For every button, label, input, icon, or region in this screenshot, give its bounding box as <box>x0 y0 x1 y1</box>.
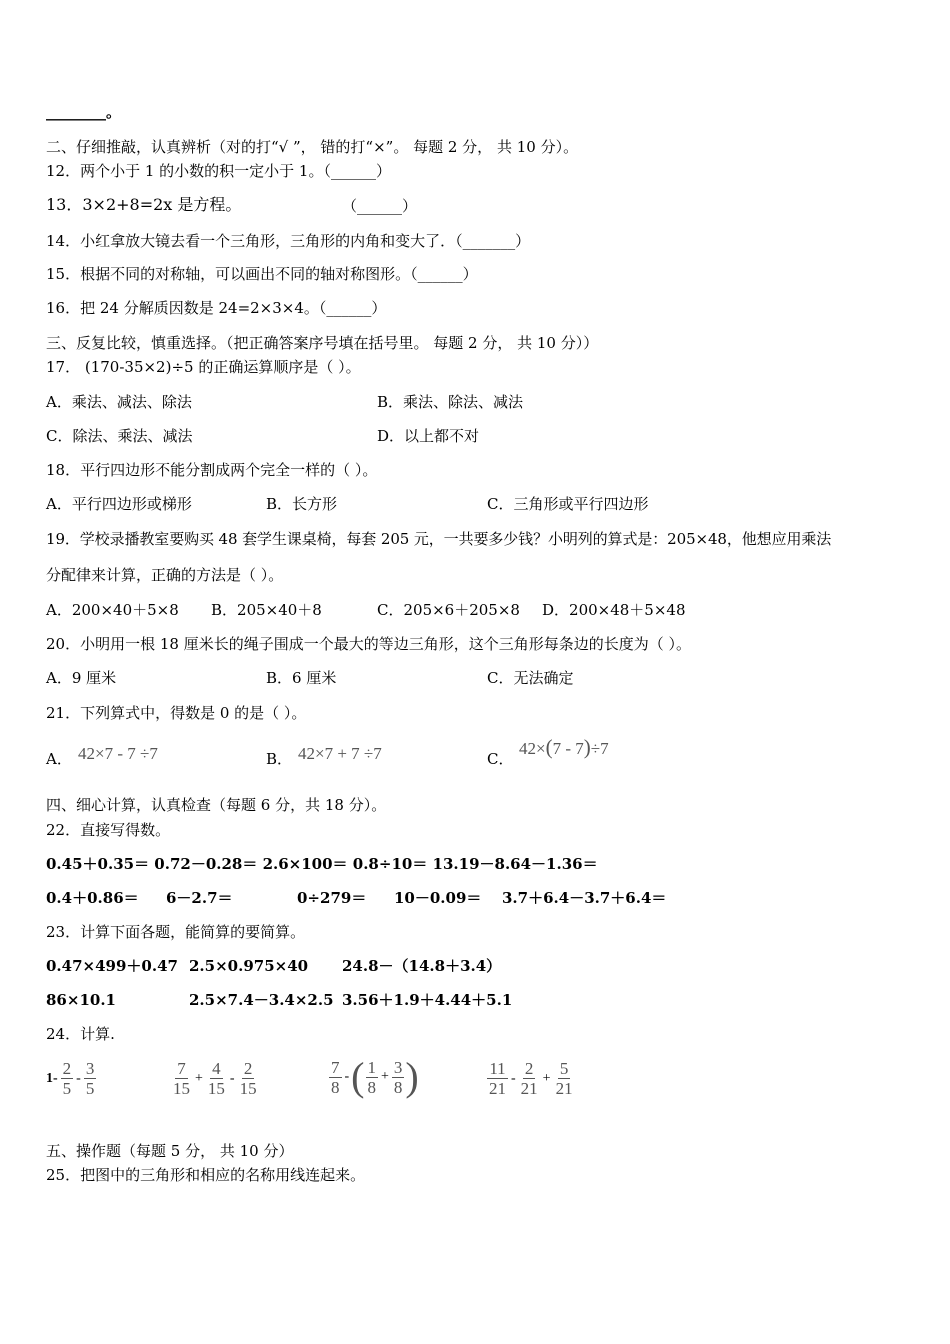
question-22-row-2-item-5: 3.7＋6.4－3.7＋6.4＝ <box>502 889 667 907</box>
question-22-row-2-item-3: 0÷279＝ <box>297 889 367 907</box>
fraction: $\frac{4}{15}$ <box>207 1059 225 1098</box>
fraction-expr-1: 1- $\frac{2}{5}$ - $\frac{3}{5}$ <box>46 1059 95 1098</box>
fraction: $\frac{7}{8}$ <box>331 1057 340 1097</box>
fraction: $\frac{5}{21}$ <box>555 1059 573 1098</box>
answer-blank-line: ________。 <box>46 103 122 121</box>
question-20-option-b: B．6 厘米 <box>266 669 337 687</box>
question-16: 16．把 24 分解质因数是 24=2×3×4。（______） <box>46 299 387 317</box>
question-19-option-a: A．200×40＋5×8 <box>46 601 179 619</box>
question-24: 24．计算. <box>46 1025 115 1043</box>
fraction: $\frac{2}{5}$ <box>62 1059 72 1098</box>
question-18-option-c: C．三角形或平行四边形 <box>487 495 649 513</box>
question-21-option-c-label: C． <box>487 750 514 768</box>
question-18-option-a: A．平行四边形或梯形 <box>46 495 192 513</box>
question-12: 12．两个小于 1 的小数的积一定小于 1。（______） <box>46 162 391 180</box>
question-23: 23．计算下面各题，能简算的要简算。 <box>46 923 306 941</box>
question-17: 17． (170-35×2)÷5 的正确运算顺序是（ ）。 <box>46 358 361 376</box>
section-3-header: 三、反复比较，慎重选择。（把正确答案序号填在括号里。 每题 2 分， 共 10 分）） <box>46 334 599 352</box>
question-23-row-1-item-3: 24.8－（14.8＋3.4） <box>342 957 502 975</box>
section-2-header: 二、仔细推敲，认真辨析（对的打“√ ”， 错的打“×”。 每题 2 分， 共 10 分）。 <box>46 138 579 156</box>
fraction: $\frac{2}{21}$ <box>520 1059 538 1098</box>
question-19-option-c: C．205×6＋205×8 <box>377 601 520 619</box>
question-17-option-a: A．乘法、减法、除法 <box>46 393 192 411</box>
question-20-option-c: C．无法确定 <box>487 669 574 687</box>
question-23-row-2-item-2: 2.5×7.4－3.4×2.5 <box>189 991 334 1009</box>
question-17-option-c: C．除法、乘法、减法 <box>46 427 193 445</box>
question-17-option-b: B．乘法、除法、减法 <box>377 393 524 411</box>
question-17-option-d: D．以上都不对 <box>377 427 480 445</box>
question-20: 20．小明用一根 18 厘米长的绳子围成一个最大的等边三角形，这个三角形每条边的长度为（ ）。 <box>46 635 691 653</box>
question-19-option-b: B．205×40＋8 <box>211 601 322 619</box>
question-22-row-2-item-4: 10－0.09＝ <box>394 889 482 907</box>
fraction-expr-2: $\frac{7}{15}$ + $\frac{4}{15}$ - $\frac{2}{15}$ <box>173 1059 257 1098</box>
question-21-option-c-expr: 42×(7 - 7)÷7 <box>519 735 609 759</box>
question-21-option-b-expr: 42×7 + 7 ÷7 <box>298 744 382 763</box>
question-23-row-2-item-1: 86×10.1 <box>46 991 116 1009</box>
question-23-row-2-item-3: 3.56＋1.9＋4.44＋5.1 <box>342 991 513 1009</box>
fraction: $\frac{2}{15}$ <box>239 1059 257 1098</box>
question-13-blank: （______） <box>342 197 418 215</box>
question-22-row-2-item-1: 0.4＋0.86＝ <box>46 889 139 907</box>
question-21-option-a-expr: 42×7 - 7 ÷7 <box>78 744 158 763</box>
question-13: 13．3×2+8=2x 是方程。 <box>46 195 242 214</box>
fraction: $\frac{11}{21}$ <box>489 1059 506 1098</box>
question-22-row-2-item-2: 6－2.7＝ <box>166 889 233 907</box>
question-21-option-a-label: A． <box>46 750 72 768</box>
fraction-expr-3: $\frac{7}{8}$ - ( $\frac{1}{8}$ + $\frac{3}{8}$ ) <box>331 1054 419 1099</box>
fraction: $\frac{1}{8}$ <box>367 1057 376 1097</box>
question-23-row-1-item-2: 2.5×0.975×40 <box>189 957 309 975</box>
fraction: $\frac{7}{15}$ <box>173 1059 190 1098</box>
question-19-line-2: 分配律来计算，正确的方法是（ ）。 <box>46 566 284 584</box>
question-19-line-1: 19．学校录播教室要购买 48 套学生课桌椅，每套 205 元，一共要多少钱？小明列的算式是：205×48，他想应用乘法 <box>46 530 832 548</box>
question-22: 22．直接写得数。 <box>46 821 171 839</box>
question-21: 21．下列算式中，得数是 0 的是（ ）。 <box>46 704 307 722</box>
section-4-header: 四、细心计算，认真检查（每题 6 分，共 18 分）。 <box>46 796 387 814</box>
question-20-option-a: A．9 厘米 <box>46 669 117 687</box>
section-5-header: 五、操作题（每题 5 分， 共 10 分） <box>46 1142 294 1160</box>
question-19-option-d: D．200×48＋5×48 <box>542 601 686 619</box>
question-21-option-b-label: B． <box>266 750 293 768</box>
fraction: $\frac{3}{8}$ <box>393 1057 403 1097</box>
fraction-expr-4: $\frac{11}{21}$ - $\frac{2}{21}$ + $\frac{5}{21}$ <box>489 1059 573 1098</box>
question-23-row-1-item-1: 0.47×499＋0.47 <box>46 957 178 975</box>
question-14: 14．小红拿放大镜去看一个三角形，三角形的内角和变大了．（_______） <box>46 232 531 250</box>
question-18: 18．平行四边形不能分割成两个完全一样的（ ）。 <box>46 461 378 479</box>
question-25: 25．把图中的三角形和相应的名称用线连起来。 <box>46 1166 366 1184</box>
fraction: $\frac{3}{5}$ <box>85 1059 95 1098</box>
question-15: 15．根据不同的对称轴，可以画出不同的轴对称图形。（______） <box>46 265 478 283</box>
question-22-row-1: 0.45＋0.35＝ 0.72－0.28＝ 2.6×100＝ 0.8÷10＝ 13.19－8.64－1.36＝ <box>46 855 598 873</box>
question-18-option-b: B．长方形 <box>266 495 338 513</box>
